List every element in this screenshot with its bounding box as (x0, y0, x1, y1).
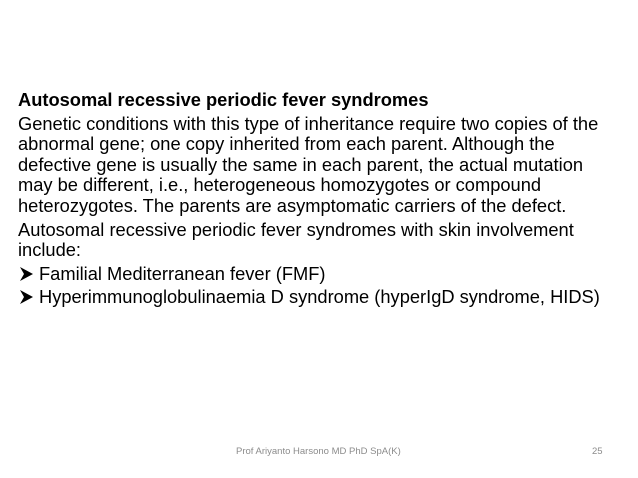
bullet-text-fmf: Familial Mediterranean fever (FMF) (39, 262, 326, 284)
slide-body (18, 90, 618, 311)
slide-heading: Autosomal recessive periodic fever syndromes (18, 89, 429, 110)
page-number: 25 (592, 446, 603, 457)
paragraph-skin-involvement: Autosomal recessive periodic fever syndromes with skin involvement include: (18, 218, 574, 261)
paragraph-inheritance: Genetic conditions with this type of inheritance require two copies of the abnormal gene; one copy inherited from each parent. Although the defective gene is usually the same in each parent, the actual mutation may be different, i.e., heterogeneous homozygotes or compound heterozygotes. The parents are asymptomatic carriers of the defect. (18, 112, 599, 216)
arrow-bullet-icon (18, 287, 36, 307)
bullet-item-fmf (18, 264, 618, 285)
footer-author: Prof Ariyanto Harsono MD PhD SpA(K) (236, 446, 401, 457)
bullet-item-hids (18, 287, 618, 308)
bullet-text-hids: Hyperimmunoglobulinaemia D syndrome (hyperIgD syndrome, HIDS) (39, 286, 600, 308)
arrow-bullet-icon (18, 264, 36, 284)
